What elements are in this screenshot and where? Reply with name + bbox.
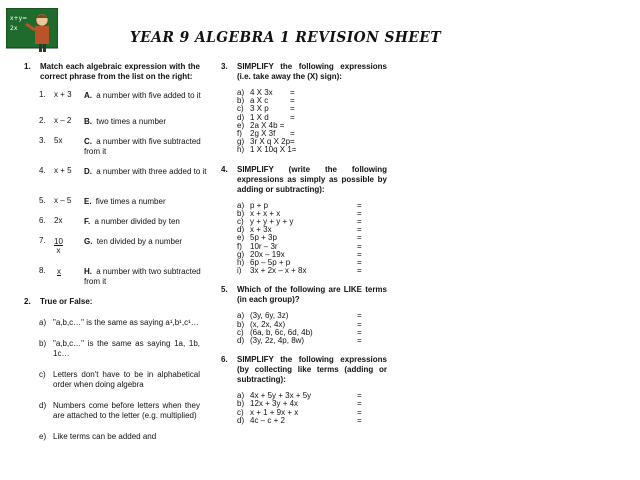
- question-6-heading: [221, 355, 387, 385]
- item-phrase: [84, 117, 214, 127]
- item-label: c): [237, 104, 244, 114]
- item-phrase: [84, 197, 214, 207]
- item-phrase: [84, 137, 214, 157]
- question-5-heading: [221, 285, 387, 305]
- equals-sign: =: [290, 104, 295, 114]
- item-expression: 3x + 2x – x + 8x: [250, 266, 307, 276]
- true-false-item: [39, 339, 200, 359]
- phrase-text: a number with two subtracted from it: [84, 267, 201, 286]
- equals-sign: =: [357, 249, 362, 259]
- item-label: e): [237, 120, 245, 130]
- equals-sign: =: [357, 391, 362, 401]
- item-label: d): [237, 112, 245, 122]
- phrase-letter: G.: [84, 237, 93, 246]
- phrase-letter: H.: [84, 267, 92, 276]
- item-label: h): [237, 145, 245, 155]
- equals-sign: =: [357, 208, 362, 218]
- question-text: Which of the following are LIKE terms (in each group)?: [237, 285, 387, 305]
- fraction-denominator: x: [56, 246, 61, 255]
- match-item: [39, 91, 200, 117]
- fraction-numerator: 10: [54, 237, 63, 246]
- question-number: 4.: [221, 164, 228, 174]
- question-4-heading: [221, 165, 387, 195]
- item-label: h): [237, 258, 245, 268]
- item-expression: 10r – 3r: [250, 241, 278, 251]
- item-expression: x + 1 + 9x + x: [250, 407, 299, 417]
- equals-sign: =: [357, 217, 362, 227]
- phrase-text: five times a number: [95, 197, 166, 206]
- item-text: Like terms can be added and: [53, 432, 157, 441]
- equals-sign: =: [290, 96, 295, 106]
- equals-sign: =: [290, 112, 295, 122]
- equals-sign: =: [357, 407, 362, 417]
- question-text: SIMPLIFY the following expressions (i.e. take away the (X) sign):: [237, 62, 387, 81]
- question-6-list: [237, 392, 387, 425]
- item-expression: 4c – c + 2: [250, 415, 285, 425]
- phrase-text: a number with three added to it: [96, 167, 207, 176]
- item-expression: 2x: [54, 216, 63, 225]
- equals-sign: [330, 146, 387, 154]
- equals-sign: =: [357, 399, 362, 409]
- question-text: SIMPLIFY the following expressions (by collecting like terms (adding or subtracting):: [237, 355, 387, 385]
- match-item: [39, 267, 200, 297]
- item-label: b): [237, 399, 245, 409]
- left-column: [24, 62, 207, 453]
- item-expression: x – 2: [54, 116, 72, 125]
- page-title: YEAR 9 ALGEBRA 1 REVISION SHEET: [130, 28, 442, 46]
- match-item: [39, 117, 200, 137]
- item-expression: 6p – 5p + p: [250, 258, 291, 268]
- item-expression: 3 X p: [250, 104, 269, 114]
- item-label: a): [237, 391, 245, 401]
- match-item: [39, 197, 200, 217]
- match-item: [39, 137, 200, 167]
- question-1-heading: [24, 62, 200, 82]
- item-expression: 12x + 3y + 4x: [250, 399, 299, 409]
- item-expression: 1 X 10q X 1=: [250, 145, 297, 155]
- true-false-item: [39, 401, 200, 421]
- phrase-text: a number with five subtracted from it: [84, 137, 201, 156]
- item-label: f): [237, 129, 242, 139]
- item-label: 2.: [39, 116, 46, 125]
- question-2-heading: [24, 297, 200, 307]
- item-expression: 4x + 5y + 3x + 5y: [250, 391, 312, 401]
- list-item: [237, 337, 387, 345]
- item-label: 4.: [39, 166, 46, 175]
- item-label: g): [237, 137, 245, 147]
- equals-sign: =: [357, 415, 362, 425]
- question-number: 3.: [221, 62, 228, 71]
- item-fraction: [57, 267, 61, 276]
- item-label: d): [237, 415, 245, 425]
- phrase-text: a number with five added to it: [96, 91, 201, 100]
- item-fraction: [54, 237, 63, 255]
- item-expression: x + x + x: [250, 208, 281, 218]
- question-number: 5.: [221, 285, 228, 295]
- item-label: 3.: [39, 136, 46, 145]
- phrase-text: ten divided by a number: [96, 237, 183, 246]
- item-label: c): [237, 407, 244, 417]
- equals-sign: =: [357, 241, 362, 251]
- item-text: Letters don't have to be in alphabetical order when doing algebra: [53, 370, 200, 389]
- item-label: b): [237, 96, 245, 106]
- equals-sign: =: [357, 266, 362, 276]
- list-item: [237, 267, 387, 275]
- question-number: 6.: [221, 355, 228, 365]
- list-item: [237, 146, 387, 154]
- question-text: True or False:: [40, 297, 93, 306]
- right-column: [221, 62, 387, 425]
- item-label: b): [237, 319, 245, 329]
- svg-text:2x: 2x: [10, 25, 18, 32]
- equals-sign: =: [357, 225, 362, 235]
- item-label: a): [39, 318, 47, 327]
- item-label: 1.: [39, 90, 46, 99]
- equals-sign: =: [357, 200, 362, 210]
- item-label: b): [237, 208, 245, 218]
- equals-sign: [330, 122, 387, 130]
- item-expression: p + p: [250, 200, 269, 210]
- question-number: 1.: [24, 62, 31, 71]
- item-label: e): [237, 233, 245, 243]
- item-label: c): [39, 370, 46, 379]
- equals-sign: =: [357, 233, 362, 243]
- item-expression: (3y, 6y, 3z): [250, 311, 289, 321]
- item-expression: 2a X 4b =: [250, 120, 285, 130]
- item-label: a): [237, 200, 245, 210]
- item-phrase: [84, 237, 214, 247]
- teacher-chalkboard-icon: [6, 8, 58, 52]
- item-expression: x + 3: [54, 90, 72, 99]
- item-label: d): [237, 336, 245, 346]
- question-3-list: [237, 89, 387, 155]
- item-expression: x – 5: [54, 196, 72, 205]
- equals-sign: =: [357, 319, 362, 329]
- item-label: e): [39, 432, 47, 441]
- item-expression: 5p + 3p: [250, 233, 277, 243]
- match-item: [39, 237, 200, 267]
- item-expression: (6a, b, 6c, 6d, 4b): [250, 327, 313, 337]
- item-label: g): [237, 249, 245, 259]
- phrase-letter: D.: [84, 167, 92, 176]
- question-number: 2.: [24, 297, 31, 306]
- phrase-letter: E.: [84, 197, 92, 206]
- phrase-text: a number divided by ten: [94, 217, 180, 226]
- item-label: c): [237, 217, 244, 227]
- question-5-list: [237, 312, 387, 345]
- item-phrase: [84, 217, 214, 227]
- phrase-letter: F.: [84, 217, 91, 226]
- item-label: a): [237, 88, 245, 97]
- equals-sign: =: [290, 88, 295, 97]
- true-false-item: [39, 432, 200, 442]
- item-expression: 3r X q X 2p=: [250, 137, 295, 147]
- item-expression: (3y, 2z, 4p, 8w): [250, 336, 305, 346]
- item-label: a): [237, 311, 245, 321]
- list-item: [237, 417, 387, 425]
- item-phrase: [84, 91, 214, 101]
- item-label: d): [39, 401, 47, 410]
- equals-sign: =: [357, 336, 362, 346]
- item-expression: 2g X 3f: [250, 129, 276, 139]
- equals-sign: =: [357, 327, 362, 337]
- item-label: 8.: [39, 266, 46, 275]
- item-text: "a,b,c…" is the same as saying 1a, 1b, 1c…: [53, 339, 200, 358]
- item-phrase: [84, 267, 214, 287]
- equals-sign: =: [357, 258, 362, 268]
- phrase-letter: B.: [84, 117, 92, 126]
- item-label: c): [237, 327, 244, 337]
- phrase-letter: A.: [84, 91, 92, 100]
- item-expression: 4 X 3x: [250, 88, 273, 97]
- match-item: [39, 217, 200, 237]
- item-expression: x + 5: [54, 166, 72, 175]
- item-text: "a,b,c…" is the same as saying a¹,b¹,c¹…: [53, 318, 199, 327]
- true-false-item: [39, 370, 200, 390]
- item-label: 7.: [39, 236, 46, 245]
- true-false-item: [39, 318, 200, 328]
- equals-sign: =: [357, 311, 362, 321]
- item-expression: 20x – 19x: [250, 249, 285, 259]
- item-expression: a X c: [250, 96, 269, 106]
- item-expression: 1 X d: [250, 112, 269, 122]
- question-3-heading: [221, 62, 387, 82]
- question-text: Match each algebraic expression with the correct phrase from the list on the right:: [40, 62, 200, 81]
- question-4-list: [237, 202, 387, 276]
- item-expression: y + y + y + y: [250, 217, 294, 227]
- item-label: f): [237, 241, 242, 251]
- item-label: i): [237, 266, 242, 276]
- question-text: SIMPLIFY (write the following expressions as simply as possible by adding or subtracting):: [237, 164, 387, 194]
- item-expression: x + 3x: [250, 225, 272, 235]
- item-text: Numbers come before letters when they are attached to the letter (e.g. multiplied): [53, 401, 200, 420]
- equals-sign: [330, 138, 387, 146]
- item-label: d): [237, 225, 245, 235]
- phrase-text: two times a number: [96, 117, 167, 126]
- fraction-numerator: x: [57, 267, 61, 276]
- match-item: [39, 166, 207, 197]
- item-expression: (x, 2x, 4x): [250, 319, 286, 329]
- svg-text:x+y=: x+y=: [10, 15, 28, 22]
- item-expression: 5x: [54, 136, 63, 145]
- phrase-letter: C.: [84, 137, 92, 146]
- equals-sign: =: [290, 129, 295, 139]
- item-label: 5.: [39, 196, 46, 205]
- item-label: b): [39, 339, 47, 348]
- item-phrase: [84, 167, 214, 177]
- item-label: 6.: [39, 216, 46, 225]
